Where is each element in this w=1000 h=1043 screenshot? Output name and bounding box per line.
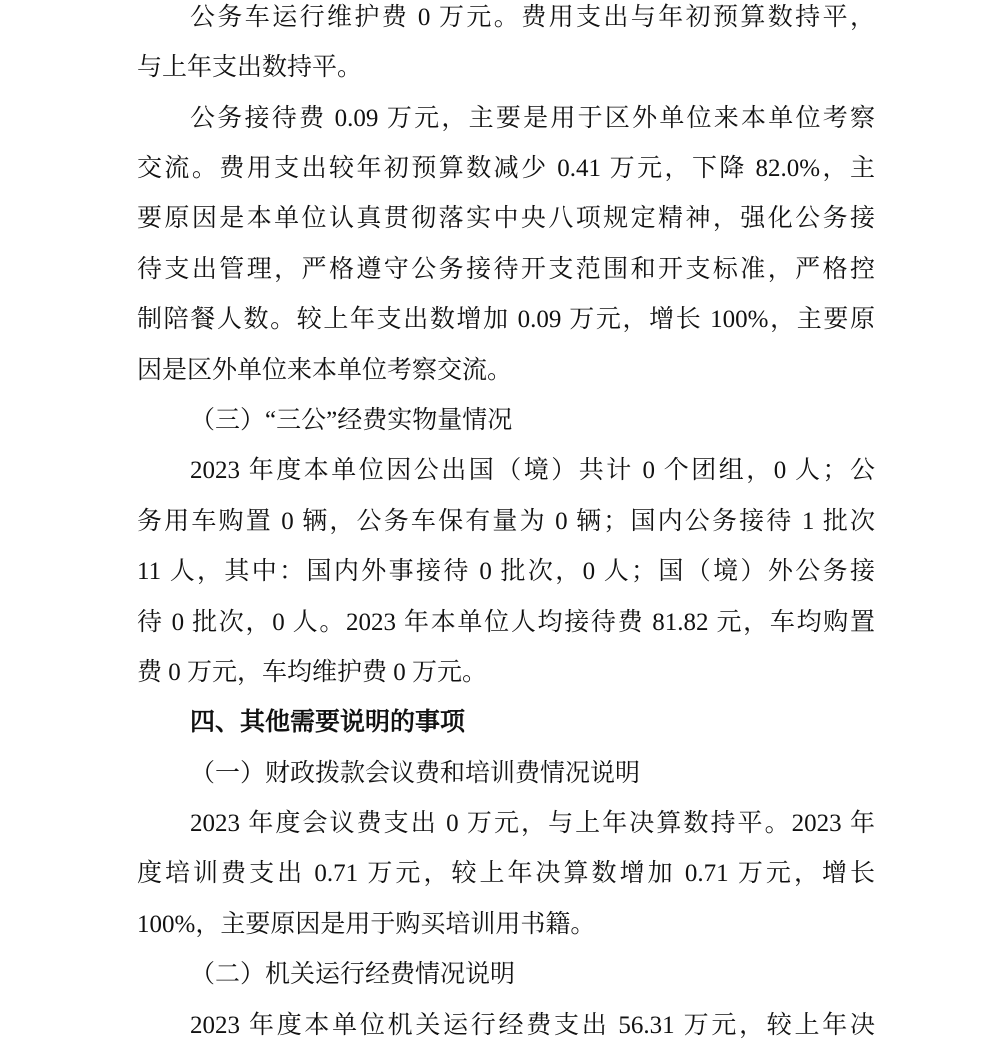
subheading-meeting-training: （一）财政拨款会议费和培训费情况说明 bbox=[190, 759, 641, 787]
paragraph-line: 度培训费支出 0.71 万元，较上年决算数增加 0.71 万元，增长 bbox=[137, 860, 875, 888]
subheading-operating-funds: （二）机关运行经费情况说明 bbox=[190, 961, 516, 989]
paragraph-line: 2023 年度会议费支出 0 万元，与上年决算数持平。2023 年 bbox=[190, 810, 875, 838]
paragraph-line: 公务车运行维护费 0 万元。费用支出与年初预算数持平， bbox=[190, 3, 875, 31]
paragraph-line: 11 人，其中：国内外事接待 0 批次，0 人；国（境）外公务接 bbox=[137, 558, 875, 586]
paragraph-line: 因是区外单位来本单位考察交流。 bbox=[137, 356, 513, 384]
paragraph-line: 制陪餐人数。较上年支出数增加 0.09 万元，增长 100%，主要原 bbox=[137, 306, 875, 334]
paragraph-line: 2023 年度本单位机关运行经费支出 56.31 万元，较上年决 bbox=[190, 1011, 875, 1039]
paragraph-line: 务用车购置 0 辆，公务车保有量为 0 辆；国内公务接待 1 批次 bbox=[137, 507, 875, 535]
paragraph-official-reception bbox=[137, 94, 875, 396]
section-heading-other-matters: 四、其他需要说明的事项 bbox=[190, 709, 466, 737]
subheading-three-public-quantity: （三）“三公”经费实物量情况 bbox=[190, 406, 513, 434]
paragraph-three-public-quantity bbox=[137, 446, 875, 698]
paragraph-vehicle-maintenance bbox=[137, 0, 875, 94]
paragraph-meeting-training bbox=[137, 799, 875, 950]
paragraph-line: 公务接待费 0.09 万元，主要是用于区外单位来本单位考察 bbox=[190, 104, 875, 132]
paragraph-line: 费 0 万元，车均维护费 0 万元。 bbox=[137, 658, 488, 686]
document-body bbox=[137, 0, 875, 1041]
paragraph-line: 交流。费用支出较年初预算数减少 0.41 万元，下降 82.0%，主 bbox=[137, 154, 875, 182]
paragraph-operating-funds bbox=[137, 1001, 875, 1041]
paragraph-line: 待 0 批次，0 人。2023 年本单位人均接待费 81.82 元，车均购置 bbox=[137, 608, 875, 636]
paragraph-line: 待支出管理，严格遵守公务接待开支范围和开支标准，严格控 bbox=[137, 255, 875, 283]
paragraph-line: 100%，主要原因是用于购买培训用书籍。 bbox=[137, 910, 596, 938]
paragraph-line: 要原因是本单位认真贯彻落实中央八项规定精神，强化公务接 bbox=[137, 205, 875, 233]
paragraph-line: 2023 年度本单位因公出国（境）共计 0 个团组，0 人；公 bbox=[190, 457, 875, 485]
paragraph-line: 与上年支出数持平。 bbox=[137, 54, 363, 82]
